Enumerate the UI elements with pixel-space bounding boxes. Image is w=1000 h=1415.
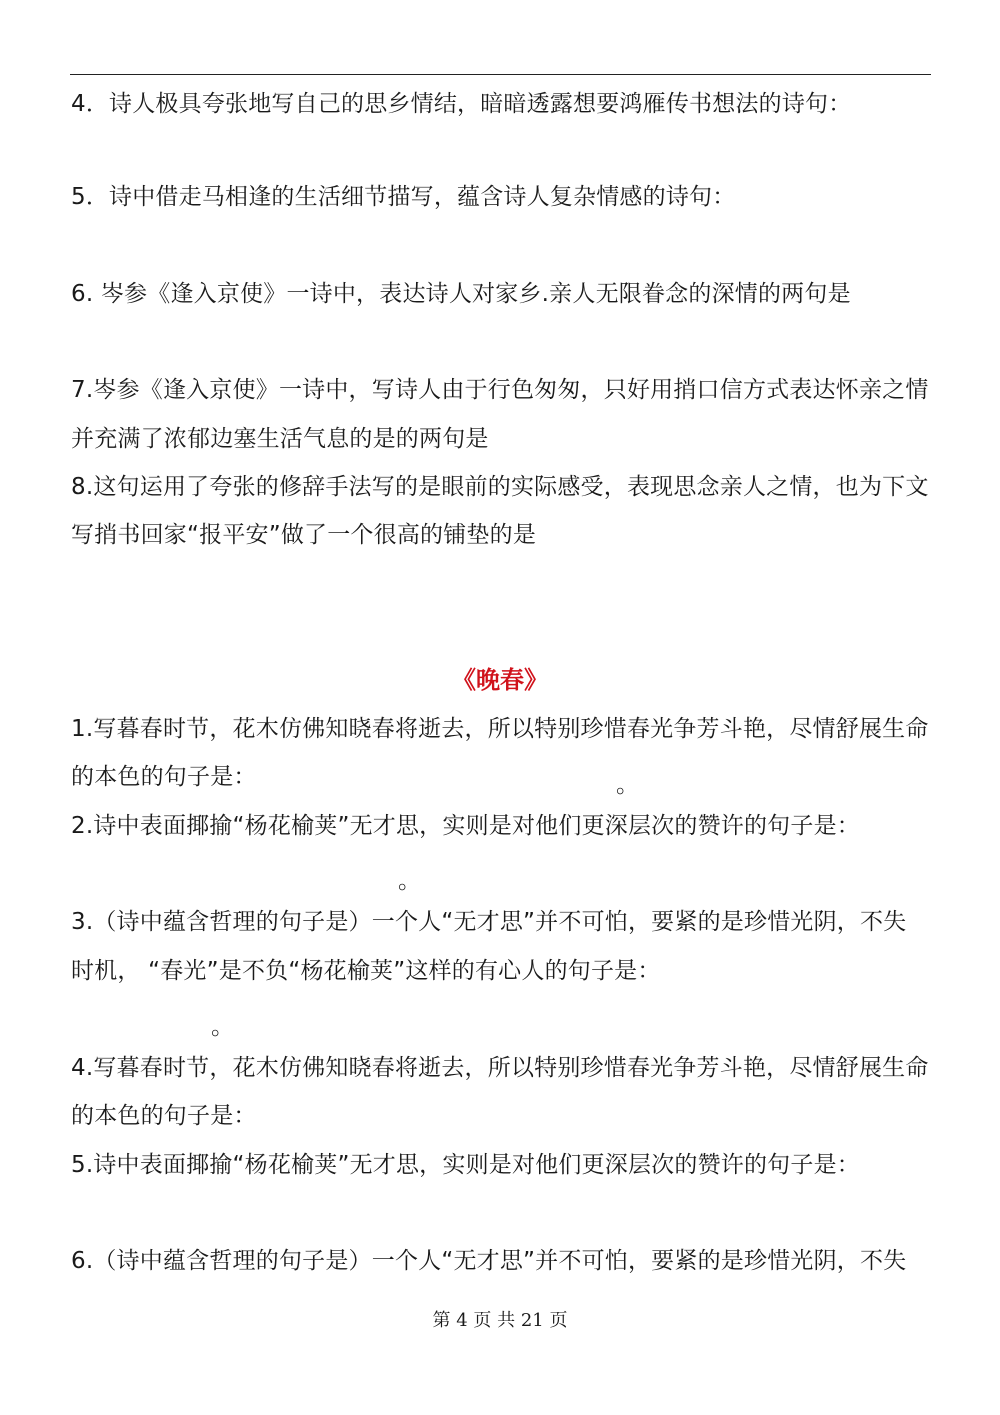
wanchun-question-1-line-1: 1.写暮春时节，花木仿佛知晓春将逝去，所以特别珍惜春光争芳斗艳，尽情舒展生命	[71, 716, 929, 742]
question-4: 4．诗人极具夸张地写自己的思乡情结，暗暗透露想要鸿雁传书想法的诗句：	[71, 91, 852, 117]
header-rule	[70, 74, 931, 75]
question-7-line-1: 7.岑参《逢入京使》一诗中，写诗人由于行色匆匆，只好用捎口信方式表达怀亲之情	[71, 377, 929, 403]
wanchun-question-1-line-2: 的本色的句子是：	[71, 764, 257, 790]
wanchun-question-4-line-1: 4.写暮春时节，花木仿佛知晓春将逝去，所以特别珍惜春光争芳斗艳，尽情舒展生命	[71, 1055, 929, 1081]
section-title: 《晚春》	[452, 666, 548, 694]
answer-blank-period: 。	[398, 868, 421, 894]
wanchun-question-6-line-1: 6.（诗中蕴含哲理的句子是）一个人“无才思”并不可怕，要紧的是珍惜光阴，不失	[71, 1248, 907, 1274]
wanchun-question-3-line-2: 时机， “春光”是不负“杨花榆荚”这样的有心人的句子是：	[71, 958, 661, 984]
question-8-line-1: 8.这句运用了夸张的修辞手法写的是眼前的实际感受，表现思念亲人之情，也为下文	[71, 474, 929, 500]
question-5: 5．诗中借走马相逢的生活细节描写，蕴含诗人复杂情感的诗句：	[71, 184, 736, 210]
wanchun-question-2-line-1: 2.诗中表面揶揄“杨花榆荚”无才思，实则是对他们更深层次的赞许的句子是：	[71, 813, 860, 839]
page-number: 第 4 页 共 21 页	[432, 1310, 568, 1331]
answer-blank-period: 。	[616, 772, 639, 798]
wanchun-question-3-line-1: 3.（诗中蕴含哲理的句子是）一个人“无才思”并不可怕，要紧的是珍惜光阴，不失	[71, 909, 907, 935]
question-7-line-2: 并充满了浓郁边塞生活气息的是的两句是	[71, 426, 489, 452]
question-8-line-2: 写捎书回家“报平安”做了一个很高的铺垫的是	[71, 522, 537, 548]
wanchun-question-5-line-1: 5.诗中表面揶揄“杨花榆荚”无才思，实则是对他们更深层次的赞许的句子是：	[71, 1152, 860, 1178]
wanchun-question-4-line-2: 的本色的句子是：	[71, 1103, 257, 1129]
answer-blank-period: 。	[211, 1014, 234, 1040]
question-6: 6. 岑参《逢入京使》一诗中，表达诗人对家乡.亲人无限眷念的深情的两句是	[71, 281, 851, 307]
